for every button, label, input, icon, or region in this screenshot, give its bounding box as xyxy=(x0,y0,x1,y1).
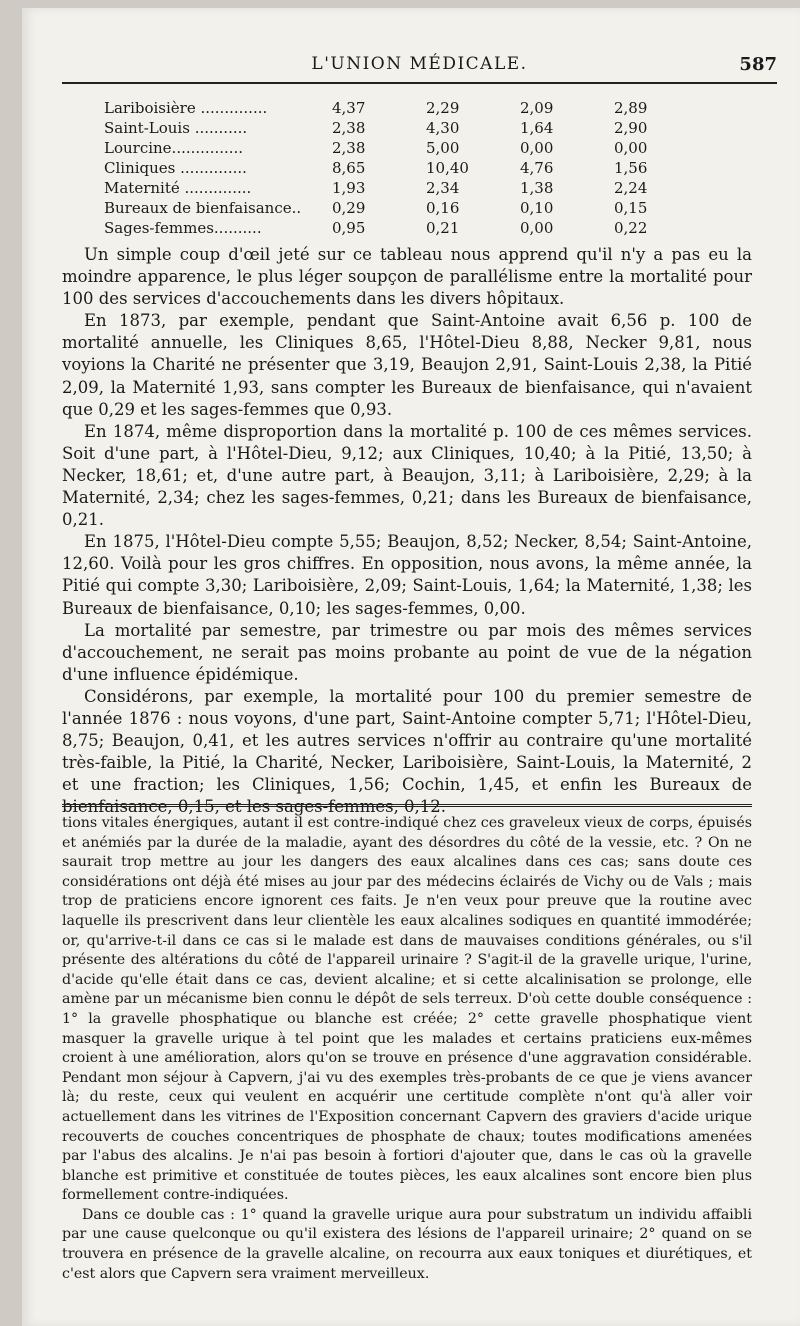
table-cell: 0,95 xyxy=(332,219,366,237)
table-cell: 4,76 xyxy=(520,159,554,177)
table-cell: 2,24 xyxy=(614,179,648,197)
header-rule xyxy=(62,82,777,84)
main-text xyxy=(62,244,752,818)
table-cell: 10,40 xyxy=(426,159,469,177)
table-cell: 1,64 xyxy=(520,119,554,137)
table-cell: 0,16 xyxy=(426,199,460,217)
row-label: Lourcine............... xyxy=(104,139,244,157)
page xyxy=(22,8,800,1326)
paragraph: En 1874, même disproportion dans la mortalité p. 100 de ces mêmes services. Soit d'une part, à l'Hôtel-Dieu, 9,12; aux Cliniques, 10,40; à la Pitié, 13,50; à Necker, 18,61; et, d'une autre part, à Beaujon, 3,11; à Lariboisière, 2,29; à la Maternité, 2,34; chez les sages-femmes, 0,21; dans les Bureaux de bienfaisance, 0,21. xyxy=(62,421,752,530)
page-number: 587 xyxy=(739,54,777,75)
paragraph: La mortalité par semestre, par trimestre ou par mois des mêmes services d'accouchement, ne serait pas moins probante au point de vue de la négation d'une influence épidémique. xyxy=(62,620,752,684)
table-cell: 2,89 xyxy=(614,99,648,117)
footnote-separator xyxy=(62,804,752,807)
row-label: Sages-femmes.......... xyxy=(104,219,262,237)
table-row xyxy=(104,138,708,158)
table-cell: 0,00 xyxy=(520,219,554,237)
row-label: Lariboisière .............. xyxy=(104,99,268,117)
paragraph: En 1873, par exemple, pendant que Saint-Antoine avait 6,56 p. 100 de mortalité annuelle, les Cliniques 8,65, l'Hôtel-Dieu 8,88, Necker 9,81, nous voyions la Charité ne présenter que 3,19, Beaujon 2,91, Saint-Louis 2,38, la Pitié 2,09, la Maternité 1,93, sans compter les Bureaux de bienfaisance, qui n'avaient que 0,29 et les sages-femmes que 0,93. xyxy=(62,311,752,419)
table-cell: 2,29 xyxy=(426,99,460,117)
footnote xyxy=(62,814,752,1284)
paragraph: En 1875, l'Hôtel-Dieu compte 5,55; Beaujon, 8,52; Necker, 8,54; Saint-Antoine, 12,60. Voilà pour les gros chiffres. En opposition, nous avons, la même année, la Pitié qui compte 3,30; Lariboisière, 2,09; Saint-Louis, 1,64; la Maternité, 1,38; les Bureaux de bienfaisance, 0,10; les sages-femmes, 0,00. xyxy=(62,532,752,618)
table-cell: 5,00 xyxy=(426,139,460,157)
table-cell: 4,30 xyxy=(426,119,460,137)
row-label: Bureaux de bienfaisance.. xyxy=(104,199,302,217)
table-cell: 2,90 xyxy=(614,119,648,137)
table-cell: 0,15 xyxy=(614,199,648,217)
footnote-paragraph: tions vitales énergiques, autant il est contre-indiqué chez ces graveleux vieux de corps, épuisés et anémiés par la durée de la maladie, ayant des désordres du côté de la vessie, etc. ? On ne saurait trop mettre au jour les dangers des eaux alcalines dans ces cas; sans doute ces considérations ont déjà été mises au jour par des médecins éclairés de Vichy ou de Vals ; mais trop de praticiens encore ignorent ces faits. Je n'en veux pour preuve que la routine avec laquelle ils prescrivent dans leur clientèle les eaux alcalines sodiques en quantité immodérée; or, qu'arrive-t-il dans ce cas si le malade est dans de mauvaises conditions générales, ou s'il présente des altérations du côté de l'appareil urinaire ? S'agit-il de la gravelle urique, l'urine, d'acide qu'elle était dans ce cas, devient alcaline; et si cette alcalinisation se prolonge, elle amène par un mécanisme bien connu le dépôt de sels terreux. D'où cette double conséquence : 1° la gravelle phosphatique ou blanche est créée; 2° cette gravelle phosphatique vient masquer la gravelle urique à tel point que les malades et certains praticiens eux-mêmes croient à une amélioration, alors qu'on se trouve en présence d'une aggravation considérable. Pendant mon séjour à Capvern, j'ai vu des exemples très-probants de ce que je viens avancer là; du reste, ceux qui veulent en acquérir une certitude complète n'ont qu'à aller voir actuellement dans les vitrines de l'Exposition concernant Capvern des graviers d'acide urique recouverts de couches concentriques de phosphate de chaux; toutes modifications amenées par l'abus des alcalins. Je n'ai pas besoin à fortiori d'ajouter que, dans le cas où la gravelle blanche est primitive et constituée de toutes pièces, les eaux alcalines sont encore bien plus formellement contre-indiquées. xyxy=(62,815,752,1204)
row-label: Cliniques .............. xyxy=(104,159,247,177)
row-label: Maternité .............. xyxy=(104,179,252,197)
table-cell: 4,37 xyxy=(332,99,366,117)
table-row xyxy=(104,118,708,138)
row-label: Saint-Louis ........... xyxy=(104,119,248,137)
table-cell: 2,38 xyxy=(332,139,366,157)
footnote-paragraph: Dans ce double cas : 1° quand la gravelle urique aura pour substratum un individu affaibli par une cause quelconque ou qu'il existera des lésions de l'appareil urinaire; 2° quand on se trouvera en présence de la gravelle alcaline, on recourra aux eaux toniques et diurétiques, et c'est alors que Capvern sera vraiment merveilleux. xyxy=(62,1206,752,1282)
table-row xyxy=(104,198,708,218)
paragraph: Considérons, par exemple, la mortalité pour 100 du premier semestre de l'année 1876 : nous voyons, d'une part, Saint-Antoine compter 5,71; l'Hôtel-Dieu, 8,75; Beaujon, 0,41, et les autres services n'offrir au contraire qu'une mortalité très-faible, la Pitié, la Charité, Necker, Lariboisière, Saint-Louis, la Maternité, 2 et une fraction; les Cliniques, 1,56; Cochin, 1,45, et enfin les Bureaux de bienfaisance, 0,15, et les sages-femmes, 0,12. xyxy=(62,686,752,817)
table-row xyxy=(104,98,708,118)
table-cell: 0,21 xyxy=(426,219,460,237)
table-row xyxy=(104,178,708,198)
table-cell: 2,09 xyxy=(520,99,554,117)
table-cell: 1,93 xyxy=(332,179,366,197)
table-row xyxy=(104,218,708,238)
table-cell: 2,34 xyxy=(426,179,460,197)
table-cell: 0,22 xyxy=(614,219,648,237)
table-cell: 0,29 xyxy=(332,199,366,217)
table-cell: 0,00 xyxy=(520,139,554,157)
paragraph: Un simple coup d'œil jeté sur ce tableau nous apprend qu'il n'y a pas eu la moindre apparence, le plus léger soupçon de parallélisme entre la mortalité pour 100 des services d'accouchements dans les divers hôpitaux. xyxy=(62,245,752,309)
page-header xyxy=(62,54,777,80)
running-title: L'UNION MÉDICALE. xyxy=(311,54,528,74)
mortality-table xyxy=(104,98,708,238)
table-cell: 0,10 xyxy=(520,199,554,217)
table-cell: 0,00 xyxy=(614,139,648,157)
table-row xyxy=(104,158,708,178)
table-cell: 2,38 xyxy=(332,119,366,137)
table-cell: 8,65 xyxy=(332,159,366,177)
table-cell: 1,56 xyxy=(614,159,648,177)
table-cell: 1,38 xyxy=(520,179,554,197)
